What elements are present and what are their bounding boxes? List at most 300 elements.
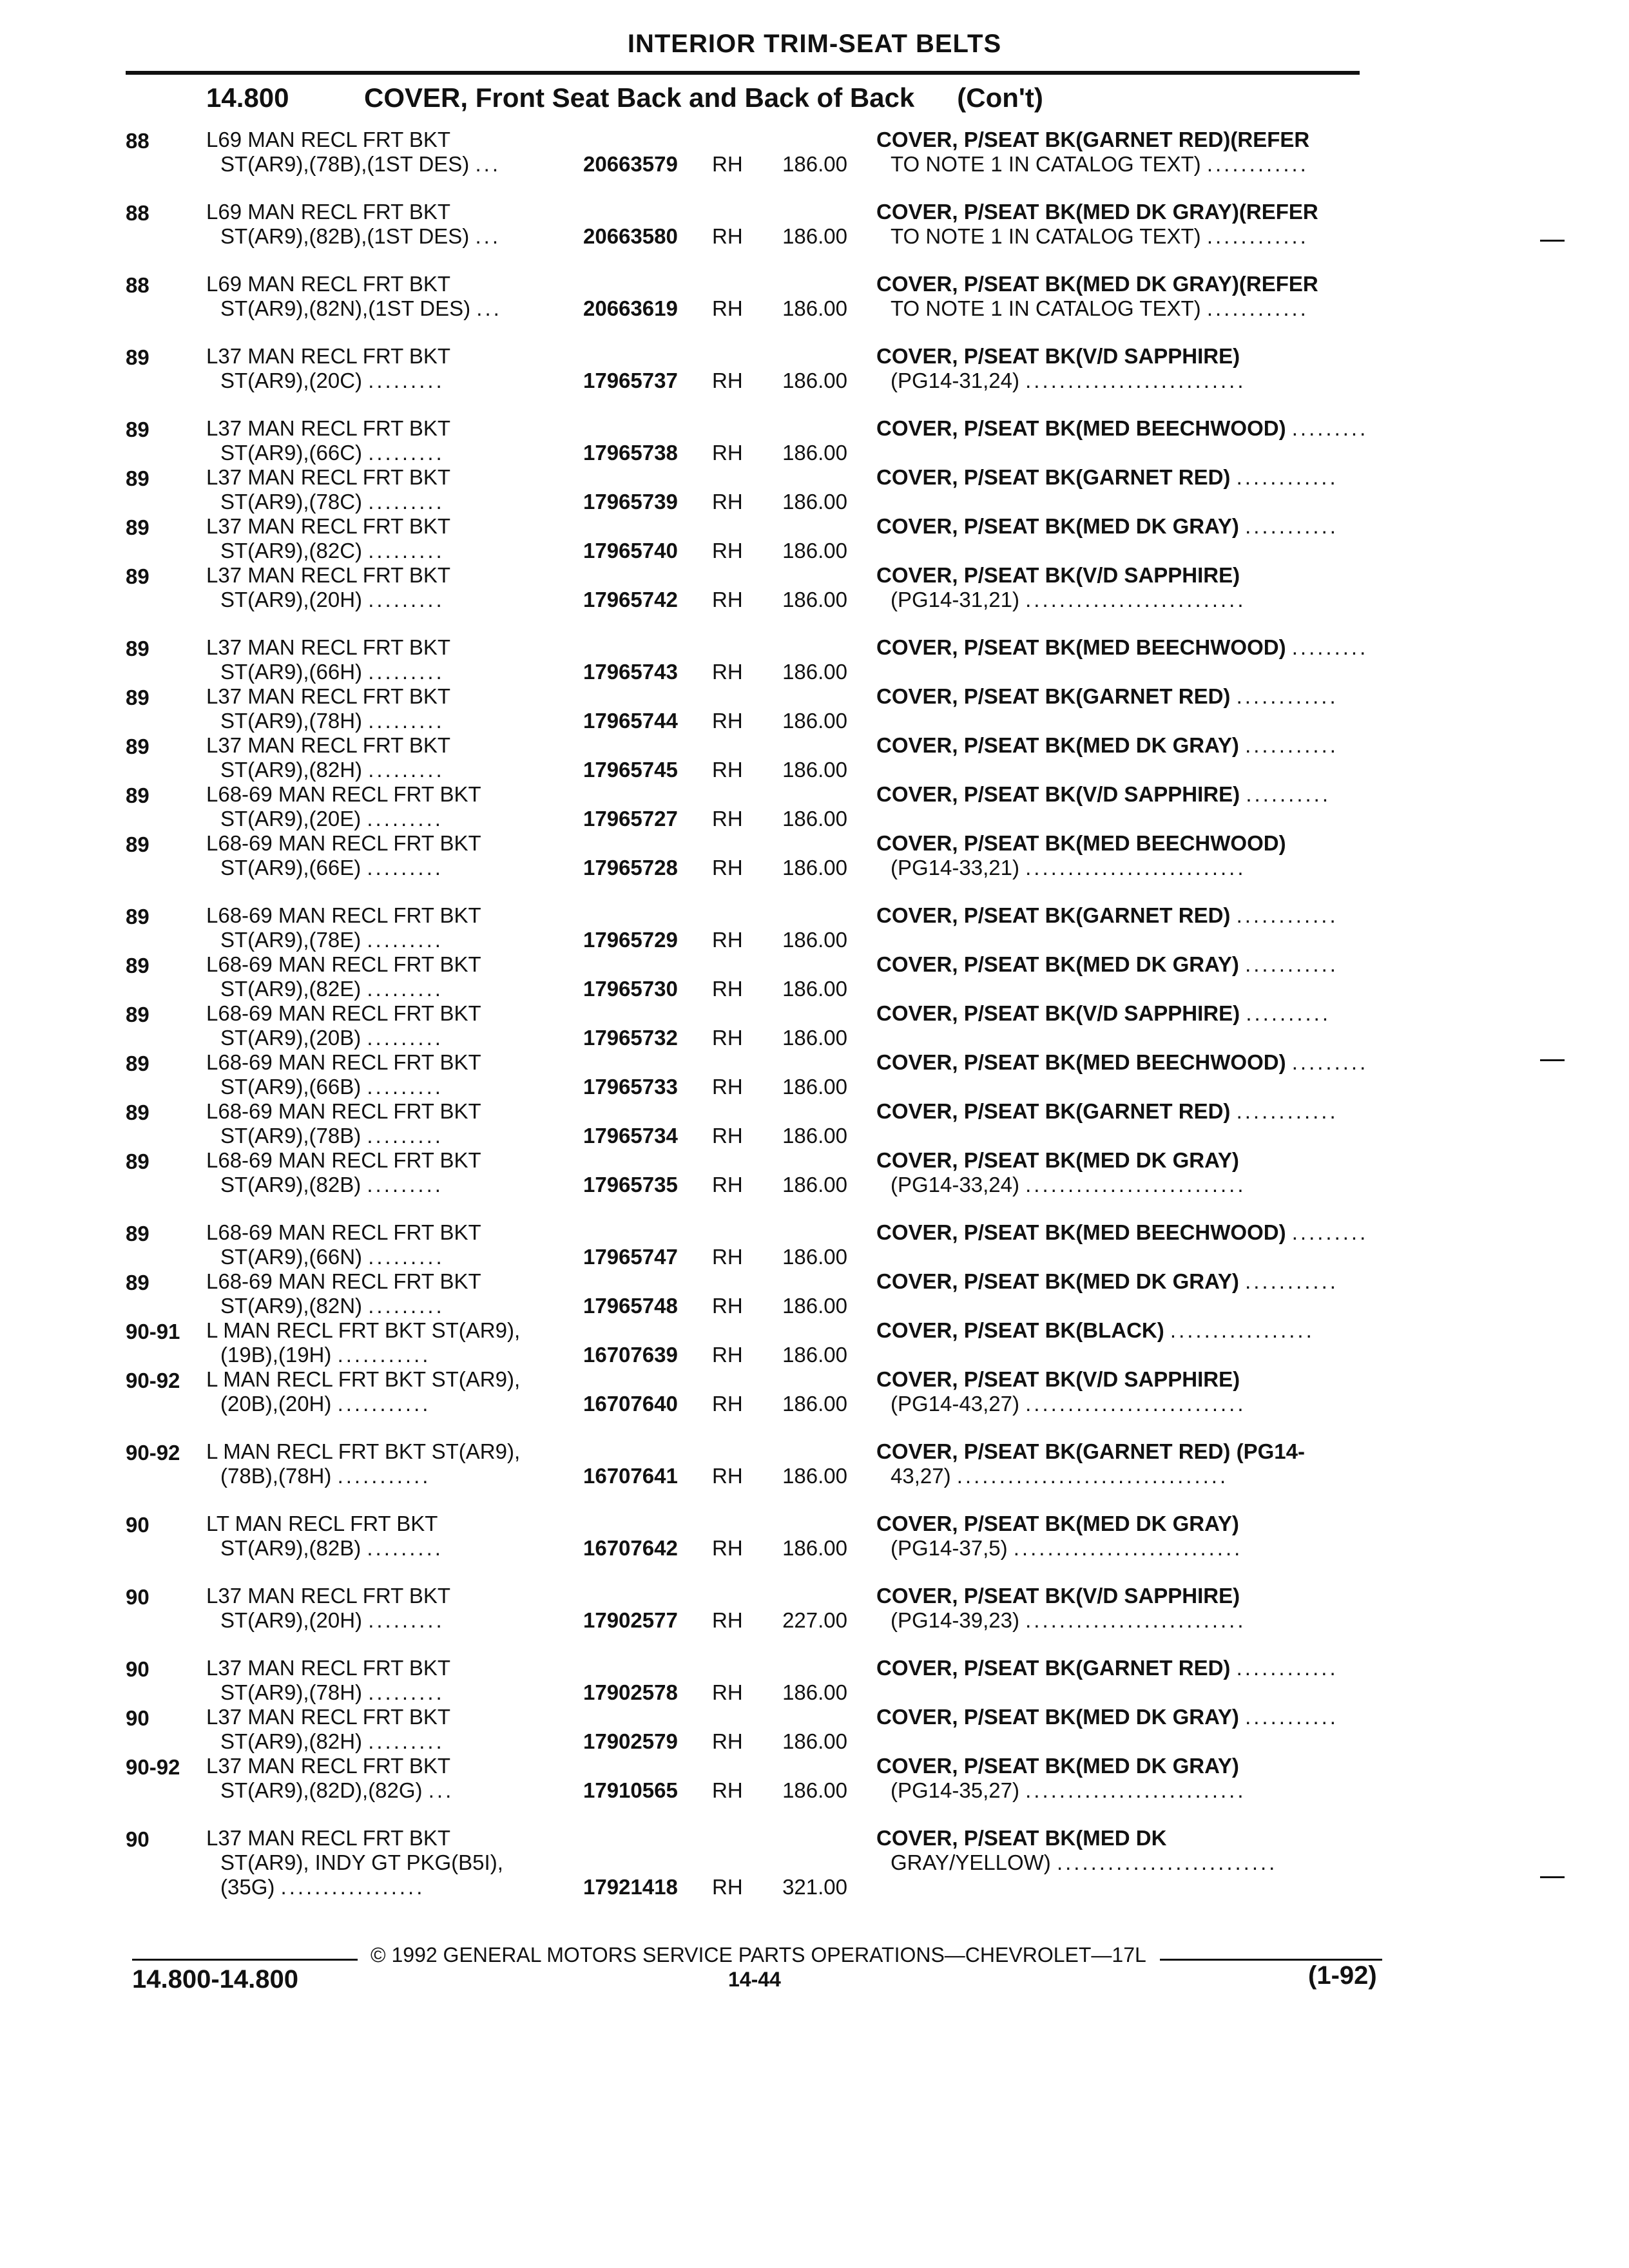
row-name [876,1512,1376,1561]
row-part-name: COVER, P/SEAT BK(MED DK GRAY) [876,1754,1239,1778]
table-row [126,684,1376,733]
row-part-number-text: 16707642 [583,1536,678,1560]
row-description [206,1318,583,1367]
row-desc-line2: ST(AR9),(82N),(1ST DES) [220,296,471,320]
row-year: 90 [126,1706,149,1730]
table-row [126,465,1376,514]
row-name [876,1439,1376,1488]
row-part-number [583,831,712,880]
row-name [876,128,1376,177]
leader-dots: .......................... [1025,588,1246,611]
row-year: 89 [126,686,149,709]
row-desc-line1: L37 MAN RECL FRT BKT [206,1705,451,1729]
leader-dots: ................. [280,1875,425,1899]
table-row [126,1826,1376,1899]
row-desc-line1: L37 MAN RECL FRT BKT [206,1584,451,1608]
row-name [876,416,1376,465]
row-part-number-text: 20663619 [583,296,678,320]
row-price-text: 186.00 [782,1124,847,1148]
row-price [764,1318,876,1367]
row-year: 89 [126,1100,149,1124]
row-side-text: RH [712,490,743,514]
leader-dots: ......... [368,1680,445,1704]
leader-dots: ......... [367,856,443,879]
row-side-text: RH [712,1173,743,1196]
row-part-name: COVER, P/SEAT BK(GARNET RED) [876,684,1231,708]
row-part-number-text: 17965745 [583,758,678,782]
row-part-number-text: 20663579 [583,152,678,176]
row-part-number [583,200,712,249]
row-price-text: 186.00 [782,1075,847,1099]
row-part-number-text: 17965740 [583,539,678,562]
row-desc-line1: L MAN RECL FRT BKT ST(AR9), [206,1439,521,1463]
row-part-number [583,1512,712,1561]
row-desc-line2: ST(AR9),(82B) [220,1173,361,1196]
row-description [206,563,583,612]
row-year: 90-91 [126,1320,180,1343]
row-side [712,1584,764,1633]
row-description [206,1754,583,1803]
row-side-text: RH [712,1729,743,1753]
row-part-number [583,903,712,952]
row-part-number [583,344,712,393]
leader-dots: .......................... [1025,1392,1246,1416]
row-part-name-cont: (PG14-35,27) [891,1778,1019,1802]
row-desc-line2: ST(AR9),(66E) [220,856,361,879]
row-desc-line1: L37 MAN RECL FRT BKT [206,514,451,538]
row-part-number-text: 17902579 [583,1729,678,1753]
leader-dots: ......... [368,1729,445,1753]
row-year: 90 [126,1513,149,1537]
row-part-number-text: 17965737 [583,369,678,392]
leader-dots: ......... [368,539,445,562]
row-part-name: COVER, P/SEAT BK(MED DK GRAY) [876,952,1239,976]
row-price [764,272,876,321]
row-part-number [583,1220,712,1269]
section-continued: (Con't) [957,82,1043,113]
row-price [764,733,876,782]
leader-dots: ......... [368,588,445,611]
leader-dots: ........... [337,1343,431,1367]
row-name [876,831,1376,880]
leader-dots: ... [475,152,501,176]
row-name [876,1220,1376,1269]
row-part-number-text: 17965727 [583,807,678,831]
row-part-name: COVER, P/SEAT BK(MED BEECHWOOD) [876,416,1286,440]
row-side [712,1220,764,1269]
row-name [876,344,1376,393]
row-name [876,635,1376,684]
row-side-text: RH [712,1608,743,1632]
row-price-text: 186.00 [782,1294,847,1318]
row-price [764,1050,876,1099]
row-name [876,684,1376,733]
row-name [876,200,1376,249]
row-price [764,1367,876,1416]
row-description [206,514,583,563]
row-price-text: 186.00 [782,441,847,465]
row-side [712,1754,764,1803]
row-part-number [583,1584,712,1633]
row-part-number-text: 17965743 [583,660,678,684]
row-desc-line2: ST(AR9),(20H) [220,588,363,611]
row-part-number-text: 16707641 [583,1464,678,1488]
margin-mark [1540,1059,1565,1061]
row-part-number [583,1826,712,1899]
row-desc-line2: ST(AR9),(20C) [220,369,363,392]
row-side [712,200,764,249]
row-part-name: COVER, P/SEAT BK(MED DK GRAY)(REFER [876,272,1318,296]
row-part-name-cont: (PG14-43,27) [891,1392,1019,1416]
row-part-name: COVER, P/SEAT BK(MED DK GRAY)(REFER [876,200,1318,224]
row-part-name: COVER, P/SEAT BK(MED DK GRAY) [876,1512,1239,1535]
row-price-text: 186.00 [782,1778,847,1802]
row-description [206,416,583,465]
leader-dots: ......... [367,1026,443,1050]
margin-mark [1540,240,1565,242]
row-desc-line1: L69 MAN RECL FRT BKT [206,272,451,296]
row-part-number [583,563,712,612]
row-price [764,344,876,393]
row-year: 90 [126,1827,149,1851]
row-desc-line1: L68-69 MAN RECL FRT BKT [206,903,481,927]
row-desc-line2: ST(AR9),(78H) [220,709,363,733]
row-part-number [583,465,712,514]
leader-dots: ......... [367,1124,443,1148]
row-price [764,416,876,465]
row-side-text: RH [712,1680,743,1704]
leader-dots: ......... [367,1536,443,1560]
row-year: 88 [126,201,149,225]
row-side [712,514,764,563]
row-desc-line1: L37 MAN RECL FRT BKT [206,1656,451,1680]
row-desc-line1: L68-69 MAN RECL FRT BKT [206,1001,481,1025]
table-row [126,952,1376,1001]
row-price [764,1148,876,1197]
row-description [206,1220,583,1269]
leader-dots: ............ [1236,684,1338,708]
row-price-text: 186.00 [782,758,847,782]
row-price-text: 186.00 [782,296,847,320]
leader-dots: ............ [1206,296,1309,320]
row-part-name: COVER, P/SEAT BK(MED BEECHWOOD) [876,635,1286,659]
row-price-text: 186.00 [782,977,847,1001]
row-description [206,1099,583,1148]
row-description [206,684,583,733]
row-price [764,1439,876,1488]
row-side [712,344,764,393]
leader-dots: ......... [1291,1220,1369,1244]
row-part-name: COVER, P/SEAT BK(MED DK GRAY) [876,1705,1239,1729]
row-description [206,1512,583,1561]
leader-dots: ......... [368,709,445,733]
row-description [206,1826,583,1899]
row-desc-line1: L68-69 MAN RECL FRT BKT [206,952,481,976]
row-part-number [583,1705,712,1754]
row-part-number-text: 17910565 [583,1778,678,1802]
table-row [126,1099,1376,1148]
row-description [206,128,583,177]
row-side-text: RH [712,977,743,1001]
leader-dots: ........... [337,1392,431,1416]
row-description [206,1439,583,1488]
row-desc-line1: L37 MAN RECL FRT BKT [206,465,451,489]
row-desc-line2: ST(AR9),(78H) [220,1680,363,1704]
row-price [764,1754,876,1803]
row-name [876,1367,1376,1416]
row-part-number-text: 17965748 [583,1294,678,1318]
row-price [764,1269,876,1318]
row-name [876,1269,1376,1318]
leader-dots: .......................... [1025,1173,1246,1196]
row-part-name: COVER, P/SEAT BK(V/D SAPPHIRE) [876,782,1240,806]
row-part-number [583,1148,712,1197]
row-part-name: COVER, P/SEAT BK(V/D SAPPHIRE) [876,1367,1240,1391]
row-side [712,1439,764,1488]
footer-rule-right [1160,1959,1382,1961]
row-year: 89 [126,1052,149,1075]
leader-dots: .......................... [1025,1778,1246,1802]
row-year: 88 [126,273,149,297]
row-desc-line2: ST(AR9),(20H) [220,1608,363,1632]
row-side [712,1705,764,1754]
row-desc-line1: L37 MAN RECL FRT BKT [206,635,451,659]
row-part-name: COVER, P/SEAT BK(BLACK) [876,1318,1164,1342]
table-row [126,128,1376,177]
row-desc-line2: ST(AR9),(66H) [220,660,363,684]
row-year: 89 [126,1222,149,1245]
row-year: 89 [126,783,149,807]
table-row [126,563,1376,612]
row-price-text: 186.00 [782,1680,847,1704]
leader-dots: ......... [1291,416,1369,440]
page-header-title: INTERIOR TRIM-SEAT BELTS [627,30,1002,58]
row-desc-line2: ST(AR9),(82N) [220,1294,363,1318]
row-desc-line1: L68-69 MAN RECL FRT BKT [206,1148,481,1172]
row-desc-line1: L68-69 MAN RECL FRT BKT [206,1099,481,1123]
row-description [206,952,583,1001]
row-price-text: 186.00 [782,856,847,879]
row-part-number [583,514,712,563]
row-description [206,1148,583,1197]
row-side-text: RH [712,369,743,392]
leader-dots: ............ [1236,1099,1338,1123]
row-description [206,200,583,249]
leader-dots: ......... [368,490,445,514]
row-side [712,831,764,880]
row-side [712,952,764,1001]
row-desc-line2: ST(AR9),(20B) [220,1026,361,1050]
row-desc-line2: ST(AR9),(78B) [220,1124,361,1148]
row-desc-line2: ST(AR9),(82H) [220,758,363,782]
row-price [764,465,876,514]
row-side-text: RH [712,296,743,320]
row-desc-line1: LT MAN RECL FRT BKT [206,1512,438,1535]
row-side [712,128,764,177]
leader-dots: .......... [1246,782,1331,806]
row-part-number [583,1001,712,1050]
header-rule [126,71,1360,75]
row-price-text: 186.00 [782,1343,847,1367]
row-price [764,200,876,249]
row-desc-line2: (78B),(78H) [220,1464,332,1488]
row-desc-line2: ST(AR9),(82B) [220,1536,361,1560]
leader-dots: ........................... [1013,1536,1243,1560]
row-part-number-text: 17965729 [583,928,678,952]
row-part-number [583,684,712,733]
row-side-text: RH [712,224,743,248]
row-part-name: COVER, P/SEAT BK(MED DK GRAY) [876,514,1239,538]
row-part-number-text: 17965738 [583,441,678,465]
row-price-text: 321.00 [782,1875,847,1899]
row-part-number [583,1754,712,1803]
section-heading [206,82,1043,113]
row-side [712,563,764,612]
row-part-number-text: 17902578 [583,1680,678,1704]
row-part-number-text: 17965747 [583,1245,678,1269]
row-year: 90-92 [126,1755,180,1779]
table-row [126,1001,1376,1050]
table-row [126,782,1376,831]
row-side [712,1367,764,1416]
row-price-text: 186.00 [782,1245,847,1269]
row-price [764,1826,876,1899]
row-description [206,1050,583,1099]
row-side [712,903,764,952]
row-price [764,782,876,831]
row-part-name: COVER, P/SEAT BK(MED DK GRAY) [876,1148,1239,1172]
row-side-text: RH [712,539,743,562]
row-part-name-cont: TO NOTE 1 IN CATALOG TEXT) [891,152,1201,176]
row-part-name: COVER, P/SEAT BK(V/D SAPPHIRE) [876,1001,1240,1025]
row-price-text: 186.00 [782,588,847,611]
row-year: 89 [126,637,149,660]
row-side-text: RH [712,1536,743,1560]
row-side [712,733,764,782]
row-price-text: 186.00 [782,490,847,514]
row-price-text: 186.00 [782,1464,847,1488]
row-side [712,1050,764,1099]
row-price [764,1512,876,1561]
row-part-name: COVER, P/SEAT BK(GARNET RED) [876,1656,1231,1680]
row-side-text: RH [712,1392,743,1416]
row-side-text: RH [712,441,743,465]
leader-dots: ... [428,1778,454,1802]
row-price-text: 186.00 [782,1536,847,1560]
leader-dots: ........... [1245,1705,1338,1729]
row-price [764,684,876,733]
row-desc-line2: ST(AR9),(82E) [220,977,361,1001]
footer-section-range: 14.800-14.800 [132,1965,299,1994]
row-part-number [583,1269,712,1318]
row-price [764,1584,876,1633]
row-description [206,635,583,684]
table-row [126,200,1376,249]
row-name [876,952,1376,1001]
row-price-text: 186.00 [782,709,847,733]
row-price-text: 186.00 [782,152,847,176]
row-name [876,733,1376,782]
leader-dots: ......... [368,369,445,392]
row-part-number-text: 20663580 [583,224,678,248]
row-desc-line1: L MAN RECL FRT BKT ST(AR9), [206,1367,521,1391]
row-desc-line1b: ST(AR9), INDY GT PKG(B5I), [220,1850,503,1874]
leader-dots: .......... [1246,1001,1331,1025]
row-desc-line2: ST(AR9),(66N) [220,1245,363,1269]
leader-dots: ......... [367,1173,443,1196]
table-row [126,1512,1376,1561]
row-price [764,563,876,612]
row-part-number-text: 17965744 [583,709,678,733]
row-description [206,1705,583,1754]
row-side-text: RH [712,856,743,879]
row-desc-line2: ST(AR9),(82C) [220,539,363,562]
row-year: 89 [126,735,149,758]
row-description [206,903,583,952]
row-desc-line1: L69 MAN RECL FRT BKT [206,200,451,224]
row-side-text: RH [712,1343,743,1367]
row-side [712,684,764,733]
row-part-number-text: 17965739 [583,490,678,514]
row-side-text: RH [712,1294,743,1318]
row-side [712,1099,764,1148]
row-part-number [583,272,712,321]
row-year: 89 [126,1149,149,1173]
leader-dots: ............ [1206,152,1309,176]
row-description [206,1656,583,1705]
row-year: 90-92 [126,1441,180,1465]
row-price-text: 186.00 [782,539,847,562]
row-year: 89 [126,1003,149,1026]
row-desc-line2: ST(AR9),(82D),(82G) [220,1778,423,1802]
row-desc-line2: ST(AR9),(20E) [220,807,361,831]
row-side [712,1826,764,1899]
row-side-text: RH [712,588,743,611]
row-desc-line1: L68-69 MAN RECL FRT BKT [206,782,481,806]
row-part-name: COVER, P/SEAT BK(MED DK [876,1826,1167,1850]
row-name [876,1050,1376,1099]
leader-dots: ............ [1236,465,1338,489]
table-row [126,1656,1376,1705]
row-side-text: RH [712,152,743,176]
row-part-number-text: 17965733 [583,1075,678,1099]
row-year: 89 [126,905,149,928]
row-price [764,831,876,880]
row-part-name-cont: GRAY/YELLOW) [891,1850,1051,1874]
row-name [876,1148,1376,1197]
row-price-text: 186.00 [782,1173,847,1196]
leader-dots: ......... [367,928,443,952]
row-year: 89 [126,418,149,441]
row-part-name-cont: TO NOTE 1 IN CATALOG TEXT) [891,224,1201,248]
row-side-text: RH [712,1026,743,1050]
row-side-text: RH [712,1778,743,1802]
row-price [764,1220,876,1269]
row-description [206,1001,583,1050]
row-part-number [583,128,712,177]
margin-mark [1540,1876,1565,1878]
row-side [712,416,764,465]
row-price-text: 186.00 [782,1392,847,1416]
row-side-text: RH [712,1875,743,1899]
leader-dots: ........... [1245,733,1338,757]
row-year: 90-92 [126,1369,180,1392]
row-price [764,635,876,684]
row-side [712,1512,764,1561]
row-price-text: 186.00 [782,807,847,831]
footer-copyright: © 1992 GENERAL MOTORS SERVICE PARTS OPERATIONS—CHEVROLET—17L [371,1943,1146,1966]
row-price [764,903,876,952]
